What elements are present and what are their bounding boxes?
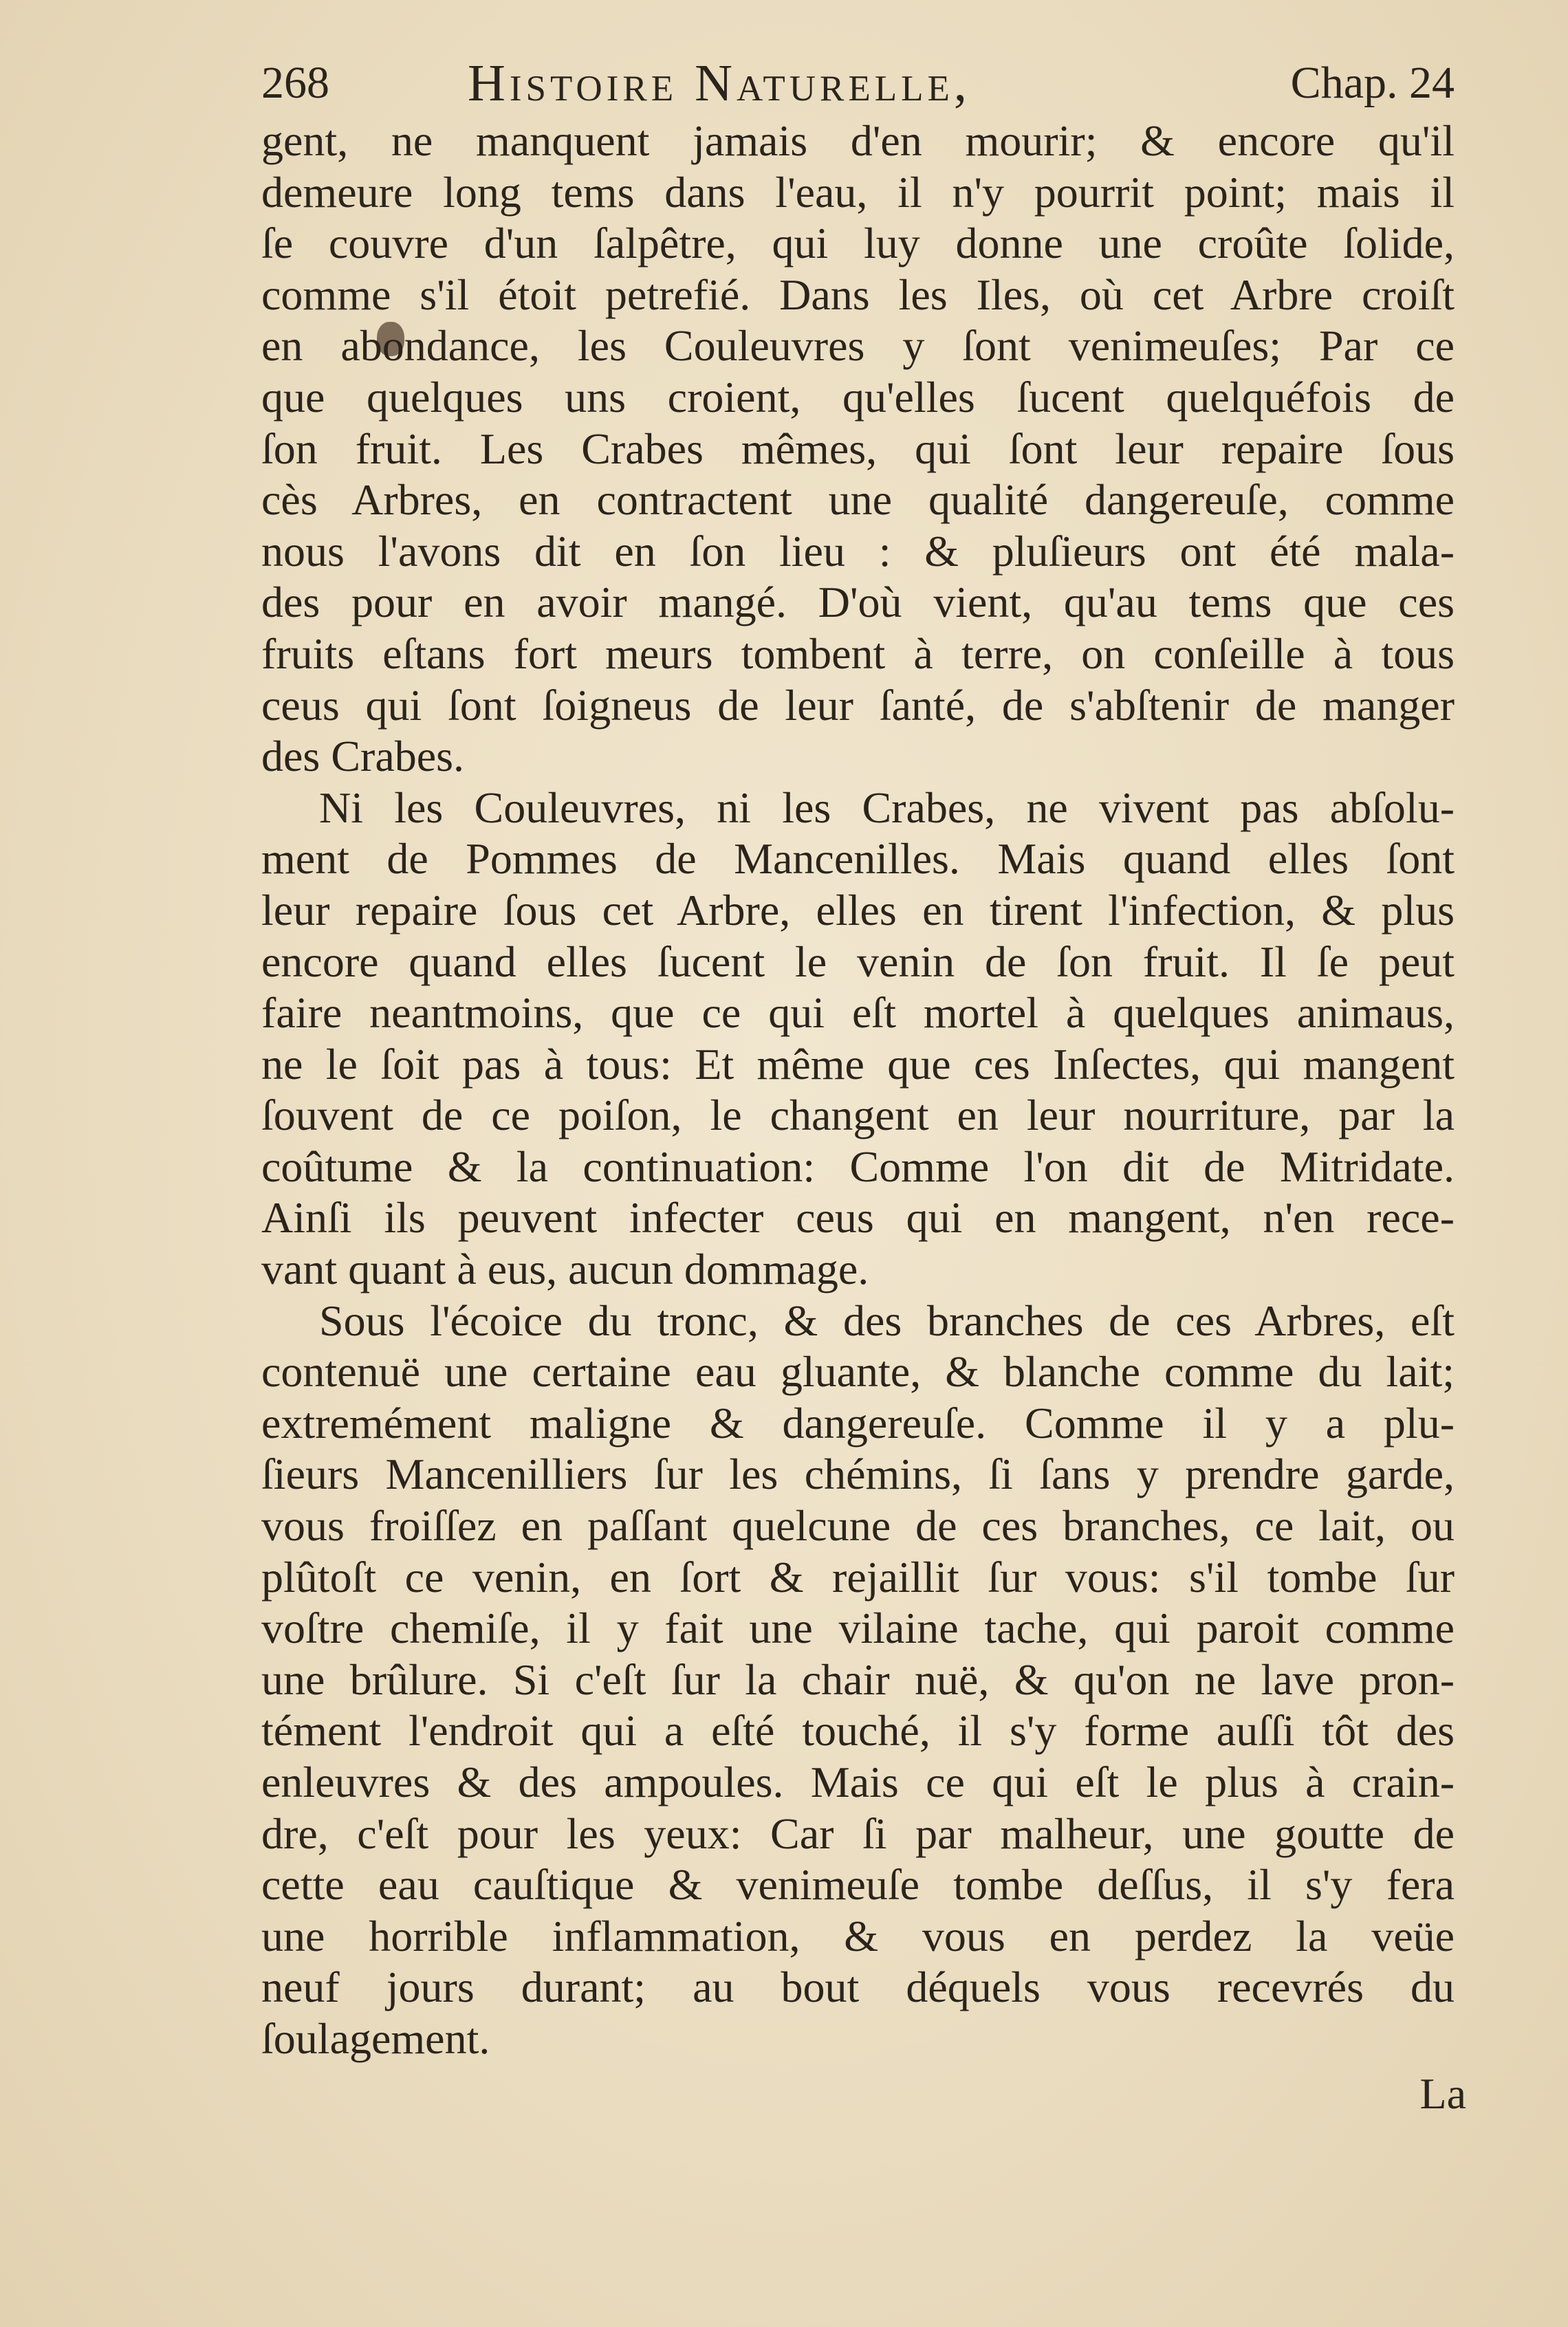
text-line: une brûlure. Si c'eſt ſur la chair nuë, & qu'on ne lave pron- xyxy=(261,1654,1455,1704)
text-line: extremément maligne & dangereuſe. Comme il y a plu- xyxy=(261,1398,1455,1447)
body-text xyxy=(261,116,1455,2065)
text-line: faire neantmoins, que ce qui eſt mortel à quelques animaus, xyxy=(261,988,1455,1038)
text-line: contenuë une certaine eau gluante, & blanche comme du lait; xyxy=(261,1347,1455,1397)
text-line: ſoulagement. xyxy=(261,2013,490,2063)
text-line: demeure long tems dans l'eau, il n'y pourrit point; mais il xyxy=(261,167,1455,217)
text-line: Ainſi ils peuvent infecter ceus qui en mangent, n'en rece- xyxy=(261,1193,1455,1243)
text-line: des Crabes. xyxy=(261,732,465,781)
text-line: que quelques uns croient, qu'elles ſucent quelquéfois de xyxy=(261,372,1455,422)
text-line: vous froiſſez en paſſant quelcune de ces branches, ce lait, ou xyxy=(261,1501,1455,1551)
text-line: tément l'endroit qui a eſté touché, il s'y forme auſſi tôt des xyxy=(261,1706,1455,1756)
text-line: cès Arbres, en contractent une qualité dangereuſe, comme xyxy=(261,475,1455,525)
text-line: vant quant à eus, aucun dommage. xyxy=(261,1245,869,1294)
text-line: ſieurs Mancenilliers ſur les chémins, ſi ſans y prendre garde, xyxy=(261,1450,1455,1499)
text-line: coûtume & la continuation: Comme l'on dit de Mitridate. xyxy=(261,1141,1455,1191)
text-line: plûtoſt ce venin, en ſort & rejaillit ſur vous: s'il tombe ſur xyxy=(261,1552,1455,1602)
text-line: encore quand elles ſucent le venin de ſon fruit. Il ſe peut xyxy=(261,937,1455,986)
running-title: Histoire Naturelle, xyxy=(468,54,971,112)
text-line: des pour en avoir mangé. D'où vient, qu'au tems que ces xyxy=(261,578,1455,627)
text-line: en abondance, les Couleuvres y ſont venimeuſes; Par ce xyxy=(261,321,1455,371)
text-line: cette eau cauſtique & venimeuſe tombe deſſus, il s'y fera xyxy=(261,1860,1455,1910)
text-line: Ni les Couleuvres, ni les Crabes, ne vivent pas abſolu- xyxy=(319,783,1455,832)
text-line: dre, c'eſt pour les yeux: Car ſi par malheur, une goutte de xyxy=(261,1809,1455,1858)
page-header xyxy=(261,45,1455,121)
text-line: fruits eſtans fort meurs tombent à terre, on conſeille à tous xyxy=(261,629,1455,678)
text-line: Sous l'écoice du tronc, & des branches de ces Arbres, eſt xyxy=(319,1296,1455,1345)
text-line: comme s'il étoit petrefié. Dans les Iles, où cet Arbre croiſt xyxy=(261,270,1455,319)
text-line: neuf jours durant; au bout déquels vous recevrés du xyxy=(261,1963,1455,2012)
catchword: La xyxy=(1419,2069,1466,2118)
text-line: ne le ſoit pas à tous: Et même que ces Inſectes, qui mangent xyxy=(261,1039,1455,1089)
text-line: leur repaire ſous cet Arbre, elles en tirent l'infection, & plus xyxy=(261,885,1455,935)
chapter-label: Chap. 24 xyxy=(1290,58,1455,108)
text-line: voſtre chemiſe, il y fait une vilaine tache, qui paroit comme xyxy=(261,1604,1455,1653)
text-line: ceus qui ſont ſoigneus de leur ſanté, de s'abſtenir de manger xyxy=(261,680,1455,730)
text-line: ment de Pommes de Mancenilles. Mais quand elles ſont xyxy=(261,834,1455,884)
text-line: une horrible inflammation, & vous en perdez la veüe xyxy=(261,1911,1455,1960)
text-line: gent, ne manquent jamais d'en mourir; & encore qu'il xyxy=(261,116,1455,165)
text-line: ſouvent de ce poiſon, le changent en leur nourriture, par la xyxy=(261,1091,1455,1140)
text-line: ſe couvre d'un ſalpêtre, qui luy donne une croûte ſolide, xyxy=(261,219,1455,268)
page-number: 268 xyxy=(261,58,329,108)
text-line: nous l'avons dit en ſon lieu : & pluſieurs ont été mala- xyxy=(261,526,1455,576)
text-line: enleuvres & des ampoules. Mais ce qui eſt le plus à crain- xyxy=(261,1758,1455,1806)
text-line: ſon fruit. Les Crabes mêmes, qui ſont leur repaire ſous xyxy=(261,424,1455,473)
